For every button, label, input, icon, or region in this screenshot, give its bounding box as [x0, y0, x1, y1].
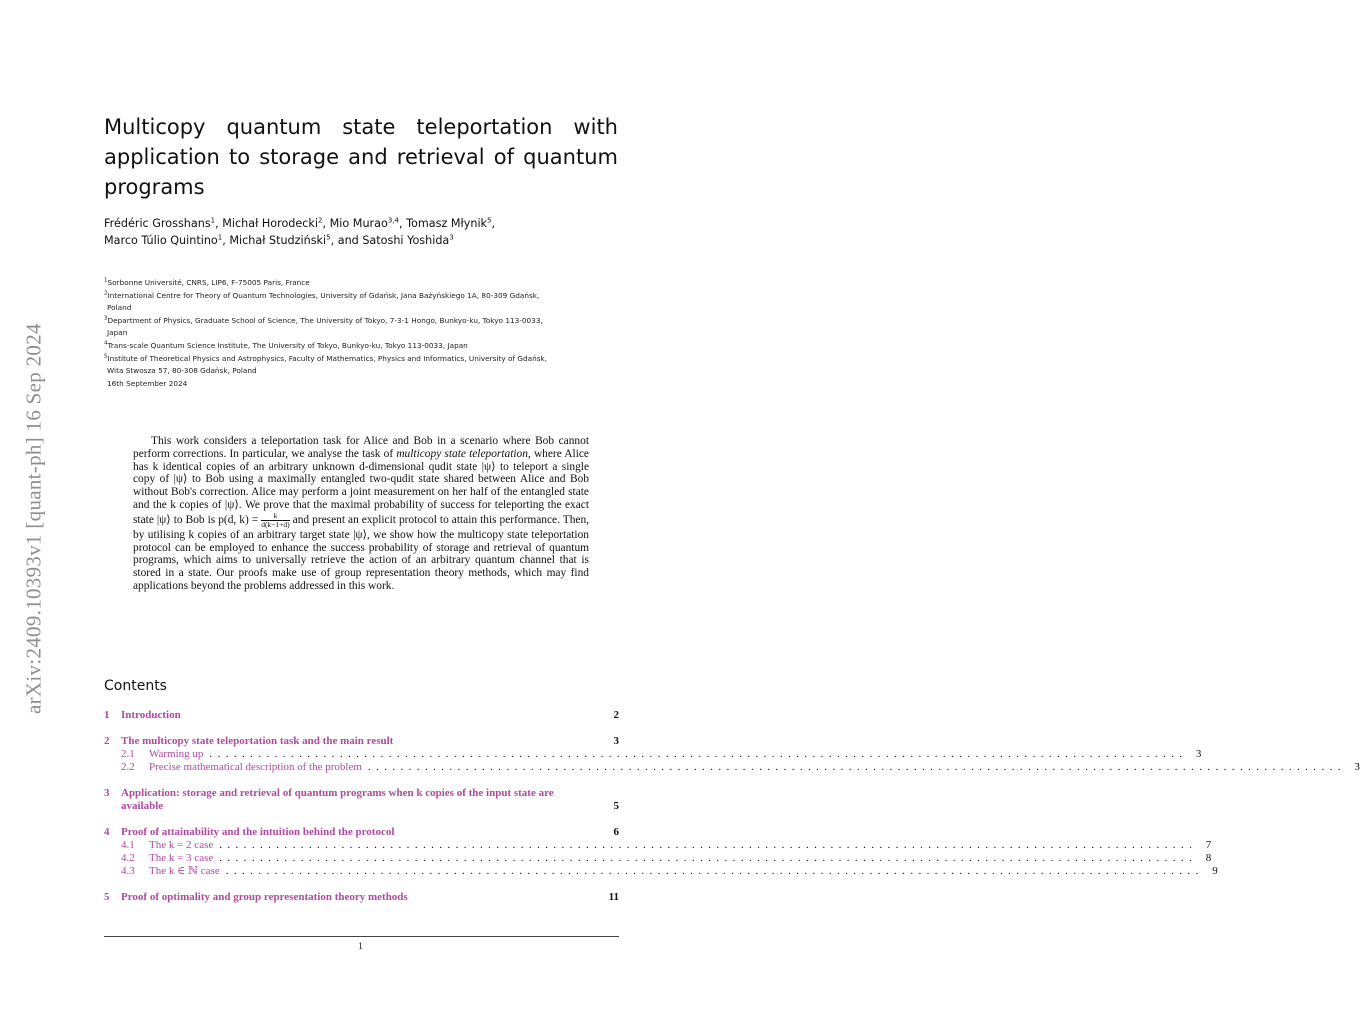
author-separator: , — [491, 217, 496, 230]
affiliation-text-continued: Japan — [107, 328, 128, 338]
affiliation-text-continued: Wita Stwosza 57, 80-308 Gdańsk, Poland — [107, 366, 257, 376]
toc-dot-leader: ........................................................................................................................ — [219, 839, 1198, 851]
affiliation-text-continued: Poland — [107, 303, 132, 313]
page-number: 1 — [358, 942, 363, 952]
affiliation-text: International Centre for Theory of Quantum Technologies, University of Gdańsk, Jana Bażyńskiego 1A, 80-309 Gdańsk, — [107, 290, 540, 300]
toc-section-number: 2 — [104, 735, 110, 747]
toc-section-title: Introduction — [121, 709, 181, 721]
toc-subsection-number: 4.3 — [121, 865, 135, 877]
author-separator: , — [222, 234, 230, 247]
abstract-text-3: and present an explicit protocol to attain this performance. Then, by utilising k copies of an arbitrary target state |ψ⟩, we show how the multicopy state teleportation protocol can be employed to enhance the success probability of storage and retrieval of quantum programs, which aims to universally retrieve the action of an arbitrary quantum channel that is stored in a state. Our proofs make use of group representation theory methods, which may find applications beyond the problems addressed in this work. — [133, 513, 590, 592]
author-affiliation-marker: 2 — [318, 216, 323, 225]
affiliation — [104, 353, 620, 378]
author-separator: , and — [330, 234, 363, 247]
author-name: Marco Túlio Quintino — [104, 234, 218, 247]
author-affiliation-marker: 5 — [326, 233, 331, 242]
abstract-term: multicopy state teleportation — [396, 447, 528, 460]
paper-title: Multicopy quantum state teleportation with application to storage and retrieval of quantum programs — [104, 115, 618, 199]
date-line: 16th September 2024 — [107, 378, 188, 388]
toc-subsection-link[interactable] — [104, 748, 1202, 761]
toc-dot-leader: ........................................................................................................................ — [209, 748, 1188, 760]
affiliation-text: Sorbonne Université, CNRS, LIP6, F-75005 Paris, France — [107, 278, 310, 287]
affiliation — [104, 290, 620, 315]
toc-dot-leader: ........................................................................................................................ — [225, 865, 1204, 877]
author-affiliation-marker: 3 — [449, 233, 454, 242]
abstract — [133, 435, 589, 593]
toc-section-link[interactable] — [104, 709, 619, 722]
author-name: Satoshi Yoshida — [362, 234, 450, 247]
toc-subsection-number: 2.2 — [121, 761, 135, 773]
toc-section-page: 2 — [613, 709, 619, 721]
author-name: Michał Horodecki — [222, 217, 319, 230]
toc-subsection-page: 7 — [1205, 839, 1212, 851]
toc-subsection-title: Precise mathematical description of the problem — [149, 761, 362, 773]
toc-subsection-page: 3 — [1195, 748, 1202, 760]
abstract-text-2: , where Alice has k identical copies of an arbitrary unknown d-dimensional qudit state |ψ⟩ to teleport a single copy of |ψ⟩ to Bob using a maximally entangled two-qudit state shared between Alice and Bob without Bob's correction. Alice may perform a joint measurement on her half of the entangled state and the k copies of |ψ⟩. We prove that the maximal probability of success for teleporting the exact state |ψ⟩ to Bob is p(d, k) = — [133, 447, 589, 526]
toc-subsection-link[interactable] — [104, 852, 1212, 865]
toc-section-link[interactable] — [104, 891, 619, 904]
toc-subsection-title: The k = 2 case — [149, 839, 214, 851]
toc-subsection-page: 9 — [1212, 865, 1218, 877]
affiliation-number: 3 — [104, 315, 108, 322]
affiliation-text: Institute of Theoretical Physics and Astrophysics, Faculty of Mathematics, Physics and Informatics, University of Gdańsk, — [107, 353, 548, 363]
affiliations — [104, 277, 620, 390]
author-name: Tomasz Młynik — [406, 217, 488, 230]
probability-fraction — [261, 512, 289, 529]
author-name: Frédéric Grosshans — [104, 217, 211, 230]
toc-subsection-number: 2.1 — [121, 748, 135, 760]
toc-subsection-link[interactable] — [104, 761, 1360, 774]
author-affiliation-marker: 1 — [217, 233, 223, 242]
affiliation-number: 1 — [104, 277, 108, 284]
author-affiliation-marker: 1 — [210, 216, 216, 225]
contents-heading: Contents — [104, 678, 167, 694]
affiliation — [104, 315, 620, 340]
affiliation-text: Trans-scale Quantum Science Institute, The University of Tokyo, Bunkyo-ku, Tokyo 113-0033, Japan — [107, 340, 468, 350]
toc-subsection-page: 3 — [1354, 761, 1360, 773]
author-separator: , — [215, 217, 223, 230]
toc-section-number: 5 — [104, 891, 110, 903]
toc-subsection-title: The k = 3 case — [149, 852, 214, 864]
author-affiliation-marker: 5 — [487, 216, 492, 225]
toc-dot-leader: ........................................................................................................................ — [367, 761, 1346, 773]
author-separator: , — [322, 217, 330, 230]
abstract-text-1: This work considers a teleportation task for Alice and Bob in a scenario where Bob cannot perform corrections. In particular, we analyse the task of — [133, 435, 589, 460]
toc-section-page: 6 — [613, 826, 619, 838]
toc-section-number: 4 — [104, 826, 110, 838]
toc-dot-leader: ........................................................................................................................ — [219, 852, 1198, 864]
toc-subsection-link[interactable] — [104, 839, 1212, 852]
affiliation — [104, 277, 620, 290]
arxiv-identifier-stamp: arXiv:2409.10393v1 [quant-ph] 16 Sep 2024 — [21, 323, 46, 715]
affiliation — [104, 340, 620, 353]
affiliation-number: 2 — [104, 290, 108, 297]
toc-section-title: Application: storage and retrieval of quantum programs when k copies of the input state are available — [121, 787, 554, 812]
toc-section-link[interactable] — [104, 826, 619, 839]
toc-section-title: Proof of attainability and the intuition behind the protocol — [121, 826, 395, 838]
toc-section-link[interactable] — [104, 735, 619, 748]
toc-section-page: 11 — [608, 891, 619, 903]
toc-section-page: 5 — [613, 800, 619, 812]
toc-subsection-link[interactable] — [104, 865, 1218, 878]
author-list — [104, 215, 618, 249]
toc-section-number: 3 — [104, 787, 110, 799]
footer-rule — [104, 936, 619, 937]
toc-section-link[interactable] — [104, 787, 619, 813]
author-name: Mio Murao — [329, 217, 388, 230]
fraction-denominator: d(k−1+d) — [261, 519, 290, 529]
toc-subsection-number: 4.1 — [121, 839, 135, 851]
toc-subsection-number: 4.2 — [121, 852, 135, 864]
toc-section-title: Proof of optimality and group representation theory methods — [121, 891, 408, 903]
toc-subsection-title: Warming up — [149, 748, 204, 760]
affiliation-text: Department of Physics, Graduate School of Science, The University of Tokyo, 7-3-1 Hongo, Bunkyo-ku, Tokyo 113-0033, — [107, 315, 543, 325]
table-of-contents — [104, 709, 1360, 904]
toc-section-page: 3 — [613, 735, 619, 747]
fraction-numerator: k — [261, 512, 289, 521]
author-separator: , — [398, 217, 407, 230]
toc-section-number: 1 — [104, 709, 110, 721]
author-name: Michał Studziński — [229, 234, 327, 247]
toc-subsection-page: 8 — [1205, 852, 1212, 864]
affiliation-number: 4 — [104, 340, 108, 347]
affiliation-number: 5 — [104, 353, 108, 360]
toc-section-title: The multicopy state teleportation task and the main result — [121, 735, 394, 747]
author-affiliation-marker: 3,4 — [387, 216, 399, 225]
toc-subsection-title: The k ∈ ℕ case — [149, 865, 220, 877]
